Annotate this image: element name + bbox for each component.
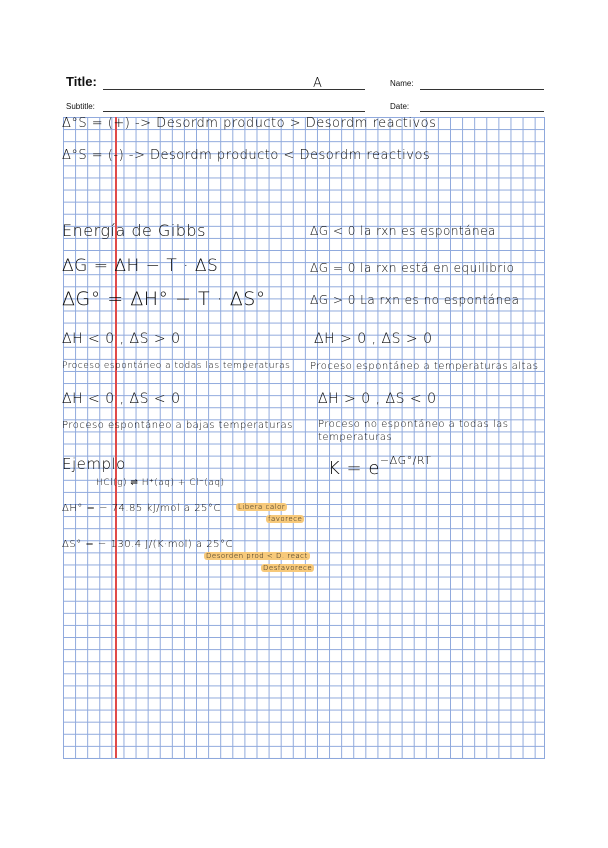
equilibrium-constant-formula	[328, 454, 431, 479]
case2-heading: ΔH > 0 , ΔS > 0	[314, 331, 433, 347]
example-heading: Ejemplo	[62, 455, 126, 473]
date-line	[420, 111, 544, 112]
case1-heading: ΔH < 0 , ΔS > 0	[62, 331, 181, 347]
case4-heading: ΔH > 0 , ΔS < 0	[318, 391, 437, 407]
entropy-note-highlight-2: Desfavorece	[263, 564, 313, 572]
enthalpy-note-highlight: Libera calor	[238, 503, 286, 511]
condition-zero: ΔG = 0 la rxn está en equilibrio	[310, 261, 515, 275]
enthalpy-note-highlight-2: favorece	[268, 515, 303, 523]
k-base: K = e	[328, 458, 380, 479]
entropy-value: ΔS° = − 130.4 J/(K·mol) a 25°C	[62, 539, 233, 550]
entropy-positive-line: Δ°S = (+) -> Desordm producto > Desordm reactivos	[62, 116, 437, 131]
condition-positive: ΔG > 0 La rxn es no espontánea	[310, 293, 520, 307]
name-label: Name:	[390, 79, 414, 88]
red-margin-line	[115, 117, 117, 758]
case1-description: Proceso espontáneo a todas las temperaturas	[62, 361, 291, 371]
graph-paper-grid	[63, 117, 545, 759]
gibbs-standard-equation: ΔG° = ΔH° − T · ΔS°	[62, 288, 266, 310]
case3-heading: ΔH < 0 , ΔS < 0	[62, 391, 181, 407]
enthalpy-value: ΔH° = − 74.85 kJ/mol a 25°C	[62, 503, 221, 514]
subtitle-label: Subtitle:	[66, 102, 95, 111]
name-line	[420, 89, 544, 90]
case4-description-line1: Proceso no espontáneo a todas las	[318, 419, 509, 430]
bottom-dotted-line	[40, 787, 568, 789]
case3-description: Proceso espontáneo a bajas temperaturas	[62, 420, 293, 431]
entropy-note-highlight: Desorden prod < D. react	[206, 552, 308, 560]
gibbs-heading: Energía de Gibbs	[62, 221, 206, 240]
condition-negative: ΔG < 0 la rxn es espontánea	[310, 224, 496, 238]
entropy-negative-line: Δ°S = (-) -> Desordm producto < Desordm reactivos	[62, 148, 431, 163]
date-label: Date:	[390, 102, 410, 111]
k-exponent: −ΔG°/RT	[379, 454, 432, 467]
title-label: Title:	[66, 74, 97, 89]
example-reaction: HCl(g) ⇌ H⁺(aq) + Cl⁻(aq)	[96, 478, 225, 488]
gibbs-equation: ΔG = ΔH − T · ΔS	[62, 256, 219, 276]
title-line	[103, 89, 365, 90]
case4-description-line2: temperaturas	[318, 432, 393, 443]
case2-description: Proceso espontáneo a temperaturas altas	[310, 361, 539, 372]
title-mark: A	[313, 76, 323, 91]
subtitle-line	[103, 111, 365, 112]
